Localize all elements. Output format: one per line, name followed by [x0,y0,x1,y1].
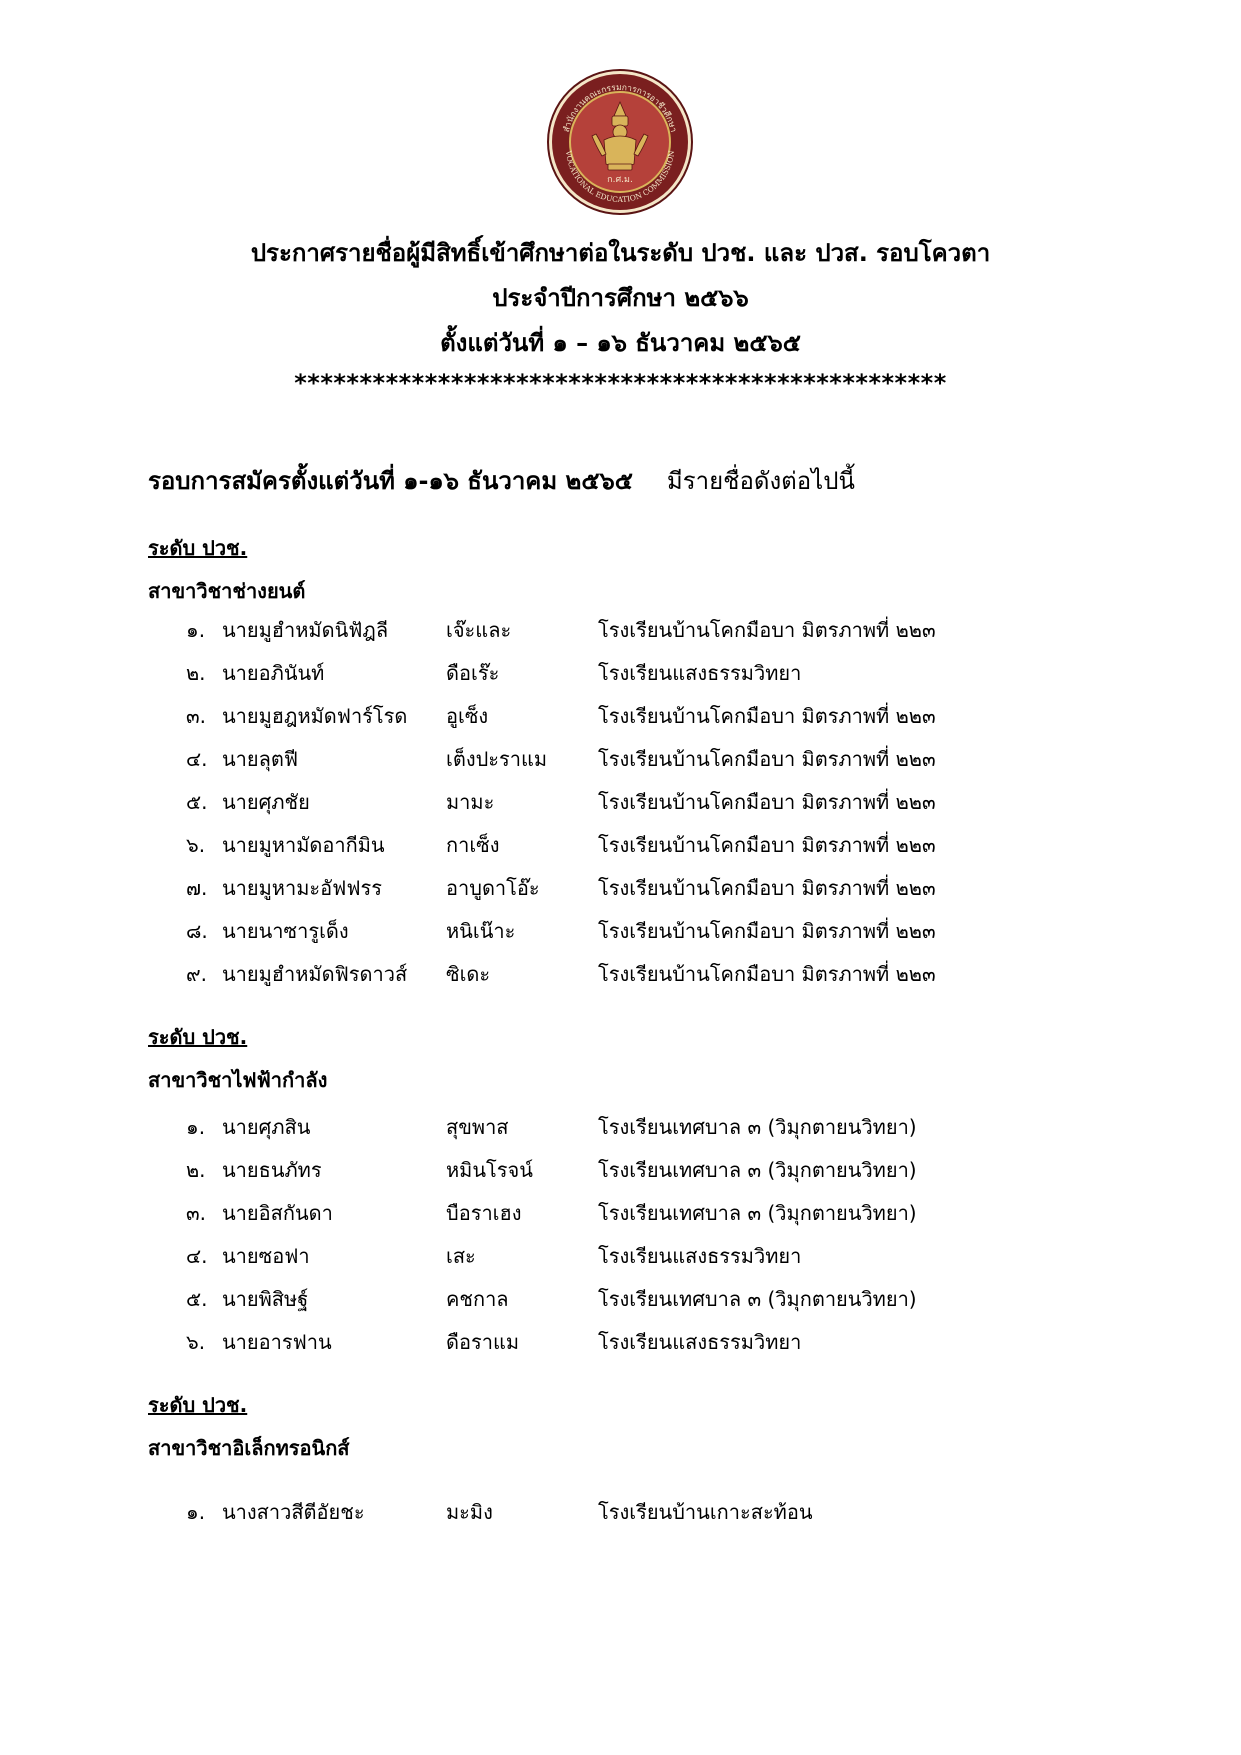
separator-stars: ************************************************** [294,369,947,397]
section-2-level: ระดับ ปวช. [148,1025,248,1049]
logo-arc-thai: สำนักงานคณะกรรมการการอาชีวศึกษา [561,82,679,134]
section-2-field: สาขาวิชาไฟฟ้ากำลัง [148,1068,328,1092]
round-label: รอบการสมัครตั้งแต่วันที่ ๑-๑๖ ธันวาคม ๒๕๖๕ [148,467,633,495]
announcement-title: ประกาศรายชื่อผู้มีสิทธิ์เข้าศึกษาต่อในระดับ ปวช. และ ปวส. รอบโควตา [250,239,991,267]
date-range: ตั้งแต่วันที่ ๑ – ๑๖ ธันวาคม ๒๕๖๕ [440,329,801,357]
logo-center-text: ก.ศ.ม. [607,175,633,185]
section-1-level: ระดับ ปวช. [148,536,248,560]
vec-emblem-logo [546,68,694,216]
section-3-level: ระดับ ปวช. [148,1393,248,1417]
section-3-field: สาขาวิชาอิเล็กทรอนิกส์ [148,1436,350,1460]
round-note: มีรายชื่อดังต่อไปนี้ [666,467,855,495]
logo-arc-eng: VOCATIONAL EDUCATION COMMISSION [564,150,677,205]
academic-year: ประจำปีการศึกษา ๒๕๖๖ [492,284,749,312]
round-heading [148,464,855,498]
section-1-field: สาขาวิชาช่างยนต์ [148,579,306,603]
